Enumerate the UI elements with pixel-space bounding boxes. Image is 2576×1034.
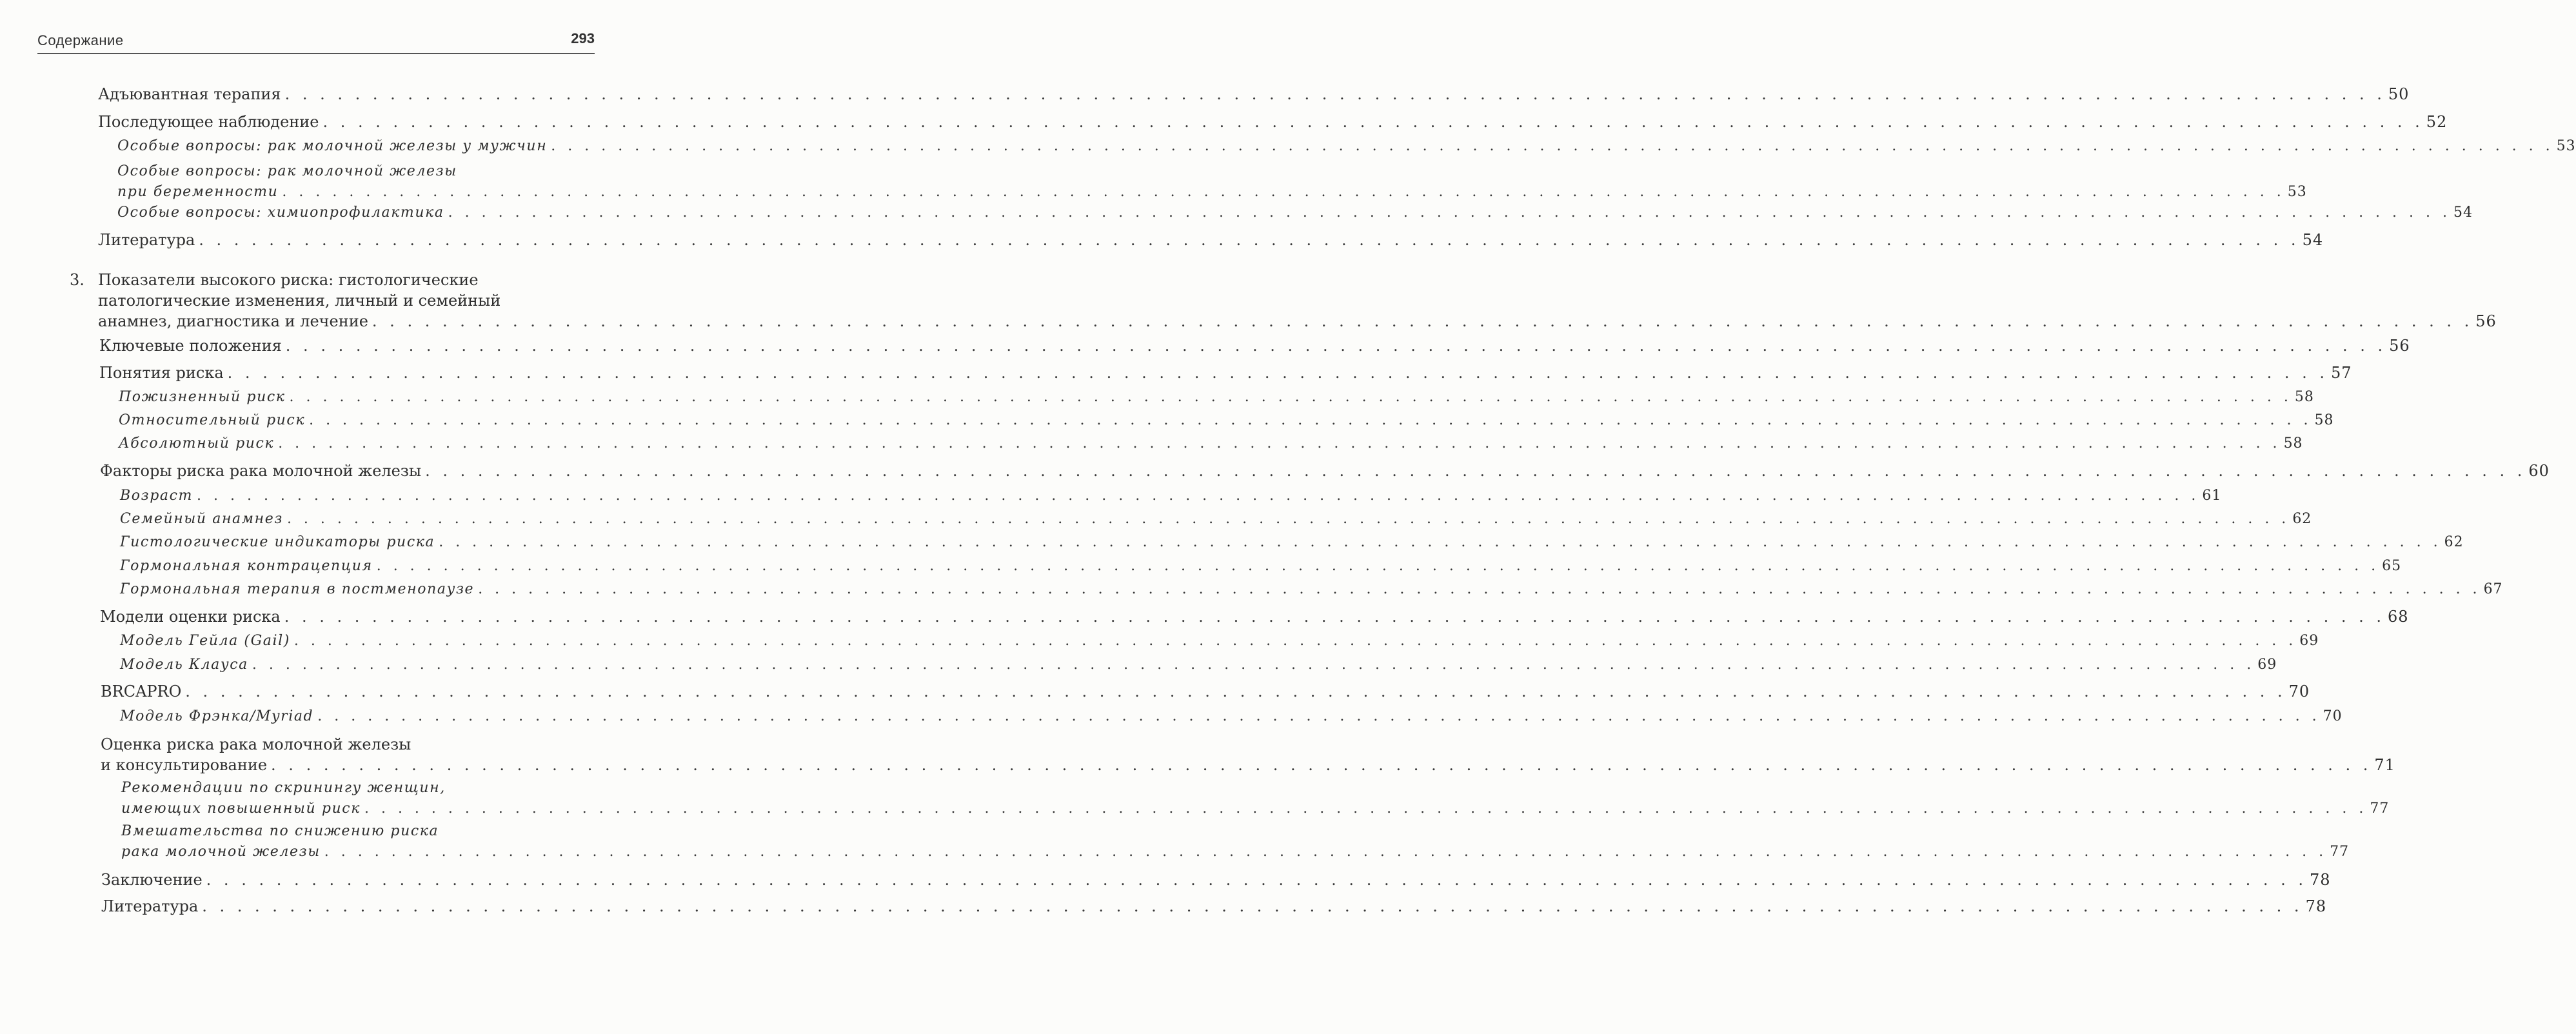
toc-entry[interactable]	[98, 270, 2497, 332]
toc-entry-title-line: Вмешательства по снижению риска	[121, 823, 439, 839]
toc-entry[interactable]	[120, 631, 2319, 651]
toc-entry-page: 69	[2299, 633, 2319, 649]
toc-entry-page: 71	[2374, 756, 2395, 774]
toc-entry-title: Последующее наблюдение	[98, 113, 319, 131]
toc-entry-page: 54	[2453, 204, 2473, 221]
dot-leader: . . . . . . . . . . . . . . . . . . . . . . . . . . . . . . . . . . . . . . . . . . . . . . . . . . . . . . . . . . . . . . . . . . . . . . . . . . . . . . . . . . . . . . . . . . . . . . . . . . . . . . . . . . . . . . . . . . . . . . . .	[376, 558, 2380, 574]
dot-leader: . . . . . . . . . . . . . . . . . . . . . . . . . . . . . . . . . . . . . . . . . . . . . . . . . . . . . . . . . . . . . . . . . . . . . . . . . . . . . . . . . . . . . . . . . . . . . . . . . . . . . . . . . . . . . . . . . . . . . . . .	[227, 364, 2328, 382]
dot-leader: . . . . . . . . . . . . . . . . . . . . . . . . . . . . . . . . . . . . . . . . . . . . . . . . . . . . . . . . . . . . . . . . . . . . . . . . . . . . . . . . . . . . . . . . . . . . . . . . . . . . . . . . . . . . . . . . . . . . . . . .	[199, 231, 2300, 249]
toc-entry-title: Абсолютный риск	[119, 435, 275, 452]
toc-entry[interactable]	[98, 230, 2324, 250]
toc-entry-title-line: Показатели высокого риска: гистологические	[98, 271, 479, 289]
toc-entry-row	[119, 410, 2334, 431]
toc-entry[interactable]	[121, 778, 2390, 819]
toc-entry-title: Модель Фрэнка/Myriad	[120, 708, 314, 724]
toc-entry-title: Модель Гейла (Gail)	[120, 633, 290, 649]
toc-entry-row	[98, 84, 2410, 104]
toc-entry-title: Пожизненный риск	[119, 389, 286, 405]
toc-entry[interactable]	[120, 486, 2222, 506]
dot-leader: . . . . . . . . . . . . . . . . . . . . . . . . . . . . . . . . . . . . . . . . . . . . . . . . . . . . . . . . . . . . . . . . . . . . . . . . . . . . . . . . . . . . . . . . . . . . . . . . . . . . . . . . . . . . . . . . . . . . . . . .	[284, 85, 2386, 103]
toc-entry-title: Особые вопросы: рак молочной железы у мужчин	[117, 138, 548, 154]
page-number: 293	[571, 30, 595, 46]
toc-entry-page: 58	[2294, 389, 2314, 405]
dot-leader: . . . . . . . . . . . . . . . . . . . . . . . . . . . . . . . . . . . . . . . . . . . . . . . . . . . . . . . . . . . . . . . . . . . . . . . . . . . . . . . . . . . . . . . . . . . . . . . . . . . . . . . . . . . . . . . . . . . . . . . .	[309, 412, 2312, 428]
toc-entry[interactable]	[101, 734, 2395, 775]
toc-entry[interactable]	[101, 870, 2331, 890]
toc-entry[interactable]	[98, 112, 2448, 132]
toc-entry-row	[121, 799, 2390, 819]
toc-entry-page: 70	[2288, 682, 2310, 701]
toc-entry-page: 62	[2292, 511, 2312, 527]
toc-entry-title: Гормональная контрацепция	[120, 558, 373, 574]
dot-leader: . . . . . . . . . . . . . . . . . . . . . . . . . . . . . . . . . . . . . . . . . . . . . . . . . . . . . . . . . . . . . . . . . . . . . . . . . . . . . . . . . . . . . . . . . . . . . . . . . . . . . . . . . . . . . . . . . . . . . . . .	[372, 312, 2473, 330]
toc-entry[interactable]	[101, 896, 2327, 917]
toc-entry-page: 60	[2528, 462, 2550, 480]
toc-entry-row	[99, 363, 2352, 383]
toc-entry-row	[101, 870, 2331, 890]
dot-leader: . . . . . . . . . . . . . . . . . . . . . . . . . . . . . . . . . . . . . . . . . . . . . . . . . . . . . . . . . . . . . . . . . . . . . . . . . . . . . . . . . . . . . . . . . . . . . . . . . . . . . . . . . . . . . . . . . . . . . . . .	[551, 138, 2554, 154]
dot-leader: . . . . . . . . . . . . . . . . . . . . . . . . . . . . . . . . . . . . . . . . . . . . . . . . . . . . . . . . . . . . . . . . . . . . . . . . . . . . . . . . . . . . . . . . . . . . . . . . . . . . . . . . . . . . . . . . . . . . . . . .	[322, 113, 2424, 131]
toc-entry-title: Относительный риск	[119, 412, 306, 428]
toc-entry-row	[120, 579, 2503, 600]
toc-entry-page: 50	[2388, 85, 2410, 103]
running-head-title: Содержание	[37, 32, 124, 48]
toc-entry-page: 77	[2330, 844, 2350, 860]
toc-entry[interactable]	[99, 335, 2410, 356]
toc-entry-row	[101, 755, 2395, 775]
toc-entry[interactable]	[120, 706, 2343, 727]
toc-entry[interactable]	[120, 579, 2503, 600]
dot-leader: . . . . . . . . . . . . . . . . . . . . . . . . . . . . . . . . . . . . . . . . . . . . . . . . . . . . . . . . . . . . . . . . . . . . . . . . . . . . . . . . . . . . . . . . . . . . . . . . . . . . . . . . . . . . . . . . . . . . . . . .	[206, 871, 2307, 889]
toc-entry-page: 77	[2370, 800, 2390, 817]
toc-entry-title-line: Оценка риска рака молочной железы	[101, 735, 411, 753]
toc-entry-title: Возраст	[120, 488, 193, 504]
toc-entry-title: Литература	[101, 897, 199, 915]
dot-leader: . . . . . . . . . . . . . . . . . . . . . . . . . . . . . . . . . . . . . . . . . . . . . . . . . . . . . . . . . . . . . . . . . . . . . . . . . . . . . . . . . . . . . . . . . . . . . . . . . . . . . . . . . . . . . . . . . . . . . . . .	[317, 708, 2321, 724]
toc-entry-page: 62	[2444, 534, 2464, 550]
dot-leader: . . . . . . . . . . . . . . . . . . . . . . . . . . . . . . . . . . . . . . . . . . . . . . . . . . . . . . . . . . . . . . . . . . . . . . . . . . . . . . . . . . . . . . . . . . . . . . . . . . . . . . . . . . . . . . . . . . . . . . . .	[278, 435, 2281, 452]
toc-entry-title: рака молочной железы	[121, 844, 321, 860]
dot-leader: . . . . . . . . . . . . . . . . . . . . . . . . . . . . . . . . . . . . . . . . . . . . . . . . . . . . . . . . . . . . . . . . . . . . . . . . . . . . . . . . . . . . . . . . . . . . . . . . . . . . . . . . . . . . . . . . . . . . . . . .	[185, 682, 2286, 701]
toc-entry[interactable]	[119, 433, 2303, 454]
toc-entry-page: 69	[2257, 657, 2277, 673]
dot-leader: . . . . . . . . . . . . . . . . . . . . . . . . . . . . . . . . . . . . . . . . . . . . . . . . . . . . . . . . . . . . . . . . . . . . . . . . . . . . . . . . . . . . . . . . . . . . . . . . . . . . . . . . . . . . . . . . . . . . . . . .	[285, 337, 2387, 355]
toc-entry-page: 54	[2302, 231, 2324, 249]
toc-entry-row	[120, 706, 2343, 727]
dot-leader: . . . . . . . . . . . . . . . . . . . . . . . . . . . . . . . . . . . . . . . . . . . . . . . . . . . . . . . . . . . . . . . . . . . . . . . . . . . . . . . . . . . . . . . . . . . . . . . . . . . . . . . . . . . . . . . . . . . . . . . .	[439, 534, 2442, 550]
toc-entry[interactable]	[99, 363, 2352, 383]
toc-entry-title: Гормональная терапия в постменопаузе	[120, 581, 475, 597]
toc-entry-title: Ключевые положения	[99, 337, 282, 355]
toc-entry-page: 67	[2483, 581, 2503, 597]
dot-leader: . . . . . . . . . . . . . . . . . . . . . . . . . . . . . . . . . . . . . . . . . . . . . . . . . . . . . . . . . . . . . . . . . . . . . . . . . . . . . . . . . . . . . . . . . . . . . . . . . . . . . . . . . . . . . . . . . . . . . . . .	[478, 581, 2481, 597]
toc-entry-page: 58	[2314, 412, 2334, 428]
toc-entry[interactable]	[120, 655, 2277, 675]
toc-entry[interactable]	[121, 821, 2350, 862]
dot-leader: . . . . . . . . . . . . . . . . . . . . . . . . . . . . . . . . . . . . . . . . . . . . . . . . . . . . . . . . . . . . . . . . . . . . . . . . . . . . . . . . . . . . . . . . . . . . . . . . . . . . . . . . . . . . . . . . . . . . . . . .	[271, 756, 2372, 774]
dot-leader: . . . . . . . . . . . . . . . . . . . . . . . . . . . . . . . . . . . . . . . . . . . . . . . . . . . . . . . . . . . . . . . . . . . . . . . . . . . . . . . . . . . . . . . . . . . . . . . . . . . . . . . . . . . . . . . . . . . . . . . .	[425, 462, 2526, 480]
toc-entry-row	[117, 182, 2307, 203]
toc-entry-row	[101, 681, 2310, 702]
toc-entry-row	[120, 486, 2222, 506]
toc-entry[interactable]	[98, 84, 2410, 104]
toc-entry-row	[119, 387, 2314, 408]
dot-leader: . . . . . . . . . . . . . . . . . . . . . . . . . . . . . . . . . . . . . . . . . . . . . . . . . . . . . . . . . . . . . . . . . . . . . . . . . . . . . . . . . . . . . . . . . . . . . . . . . . . . . . . . . . . . . . . . . . . . . . . .	[284, 608, 2386, 626]
toc-entry[interactable]	[117, 203, 2473, 223]
toc-entry[interactable]	[119, 410, 2334, 431]
dot-leader: . . . . . . . . . . . . . . . . . . . . . . . . . . . . . . . . . . . . . . . . . . . . . . . . . . . . . . . . . . . . . . . . . . . . . . . . . . . . . . . . . . . . . . . . . . . . . . . . . . . . . . . . . . . . . . . . . . . . . . . .	[282, 184, 2285, 200]
toc-entry-page: 53	[2556, 138, 2576, 154]
toc-entry-page: 58	[2283, 435, 2303, 452]
toc-entry-page: 70	[2323, 708, 2343, 724]
toc-entry-row	[101, 896, 2327, 917]
toc-entry-title: при беременности	[117, 184, 279, 200]
dot-leader: . . . . . . . . . . . . . . . . . . . . . . . . . . . . . . . . . . . . . . . . . . . . . . . . . . . . . . . . . . . . . . . . . . . . . . . . . . . . . . . . . . . . . . . . . . . . . . . . . . . . . . . . . . . . . . . . . . . . . . . .	[286, 511, 2290, 527]
toc-entry-row	[120, 655, 2277, 675]
toc-entry-title: Семейный анамнез	[120, 511, 283, 527]
toc-entry[interactable]	[120, 532, 2464, 553]
toc-entry-title: анамнез, диагностика и лечение	[98, 312, 368, 330]
toc-entry-page: 61	[2202, 488, 2222, 504]
toc-entry-title-line: Рекомендации по скринингу женщин,	[121, 780, 446, 796]
toc-entry[interactable]	[120, 556, 2402, 577]
toc-entry-page: 56	[2475, 312, 2497, 330]
toc-entry-row	[120, 509, 2312, 530]
dot-leader: . . . . . . . . . . . . . . . . . . . . . . . . . . . . . . . . . . . . . . . . . . . . . . . . . . . . . . . . . . . . . . . . . . . . . . . . . . . . . . . . . . . . . . . . . . . . . . . . . . . . . . . . . . . . . . . . . . . . . . . .	[202, 897, 2303, 915]
toc-entry-title: и консультирование	[101, 756, 268, 774]
toc-entry-page: 52	[2426, 113, 2448, 131]
toc-entry[interactable]	[117, 161, 2307, 203]
toc-entry-title: BRCAPRO	[101, 682, 182, 701]
dot-leader: . . . . . . . . . . . . . . . . . . . . . . . . . . . . . . . . . . . . . . . . . . . . . . . . . . . . . . . . . . . . . . . . . . . . . . . . . . . . . . . . . . . . . . . . . . . . . . . . . . . . . . . . . . . . . . . . . . . . . . . .	[448, 204, 2451, 221]
toc-entry-title: Гистологические индикаторы риска	[120, 534, 435, 550]
toc-entry-title: Заключение	[101, 871, 203, 889]
toc-entry-title: Особые вопросы: химиопрофилактика	[117, 204, 444, 221]
toc-entry-page: 57	[2330, 364, 2352, 382]
toc-entry[interactable]	[101, 681, 2310, 702]
toc-entry-page: 53	[2287, 184, 2307, 200]
toc-entry-title: Понятия риска	[99, 364, 224, 382]
header-divider	[37, 53, 595, 54]
toc-entry-title-line: Особые вопросы: рак молочной железы	[117, 163, 457, 179]
toc-entry[interactable]	[117, 136, 2576, 157]
dot-leader: . . . . . . . . . . . . . . . . . . . . . . . . . . . . . . . . . . . . . . . . . . . . . . . . . . . . . . . . . . . . . . . . . . . . . . . . . . . . . . . . . . . . . . . . . . . . . . . . . . . . . . . . . . . . . . . . . . . . . . . .	[324, 844, 2328, 860]
dot-leader: . . . . . . . . . . . . . . . . . . . . . . . . . . . . . . . . . . . . . . . . . . . . . . . . . . . . . . . . . . . . . . . . . . . . . . . . . . . . . . . . . . . . . . . . . . . . . . . . . . . . . . . . . . . . . . . . . . . . . . . .	[197, 488, 2200, 504]
dot-leader: . . . . . . . . . . . . . . . . . . . . . . . . . . . . . . . . . . . . . . . . . . . . . . . . . . . . . . . . . . . . . . . . . . . . . . . . . . . . . . . . . . . . . . . . . . . . . . . . . . . . . . . . . . . . . . . . . . . . . . . .	[293, 633, 2297, 649]
toc-entry-page: 78	[2305, 897, 2327, 915]
toc-entry-row	[120, 631, 2319, 651]
toc-entry-row	[99, 335, 2410, 356]
toc-entry-row	[119, 433, 2303, 454]
toc-entry-row	[100, 606, 2409, 627]
toc-entry-page: 78	[2309, 871, 2331, 889]
toc-entry-row	[117, 203, 2473, 223]
dot-leader: . . . . . . . . . . . . . . . . . . . . . . . . . . . . . . . . . . . . . . . . . . . . . . . . . . . . . . . . . . . . . . . . . . . . . . . . . . . . . . . . . . . . . . . . . . . . . . . . . . . . . . . . . . . . . . . . . . . . . . . .	[364, 800, 2368, 817]
toc-entry-title: Факторы риска рака молочной железы	[100, 462, 422, 480]
toc-entry-title: Литература	[98, 231, 195, 249]
toc-entry-title-line: патологические изменения, личный и семейный	[98, 292, 501, 310]
toc-entry-title: имеющих повышенный риск	[121, 800, 361, 817]
toc-entry-title: Модель Клауса	[120, 657, 248, 673]
dot-leader: . . . . . . . . . . . . . . . . . . . . . . . . . . . . . . . . . . . . . . . . . . . . . . . . . . . . . . . . . . . . . . . . . . . . . . . . . . . . . . . . . . . . . . . . . . . . . . . . . . . . . . . . . . . . . . . . . . . . . . . .	[289, 389, 2292, 405]
toc-entry[interactable]	[120, 509, 2312, 530]
toc-entry[interactable]	[100, 461, 2550, 481]
dot-leader: . . . . . . . . . . . . . . . . . . . . . . . . . . . . . . . . . . . . . . . . . . . . . . . . . . . . . . . . . . . . . . . . . . . . . . . . . . . . . . . . . . . . . . . . . . . . . . . . . . . . . . . . . . . . . . . . . . . . . . . .	[252, 657, 2255, 673]
toc-entry-row	[121, 842, 2350, 862]
chapter-number: 3.	[70, 271, 84, 289]
toc-entry-page: 65	[2382, 558, 2402, 574]
toc-entry-row	[117, 136, 2576, 157]
toc-entry-title: Адъювантная терапия	[98, 85, 281, 103]
toc-entry-title: Модели оценки риска	[100, 608, 281, 626]
toc-entry-row	[98, 230, 2324, 250]
toc-entry[interactable]	[119, 387, 2314, 408]
toc-entry-row	[100, 461, 2550, 481]
toc-entry-page: 56	[2389, 337, 2410, 355]
toc-entry-row	[120, 556, 2402, 577]
toc-entry-row	[98, 112, 2448, 132]
toc-entry-page: 68	[2388, 608, 2409, 626]
page-header	[37, 32, 595, 55]
toc-entry[interactable]	[100, 606, 2409, 627]
toc-entry-row	[120, 532, 2464, 553]
toc-entry-row	[98, 311, 2497, 332]
